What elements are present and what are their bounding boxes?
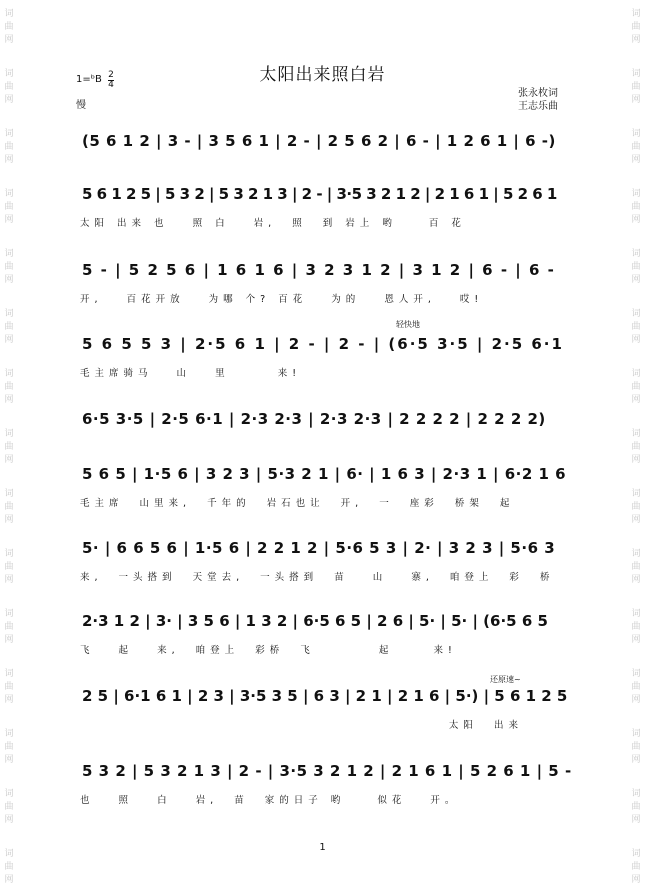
watermark-text: 词 曲 网 [4, 309, 14, 345]
notation-line: 5 3 2 | 5 3 2 1 3 | 2 - | 3·5 3 2 1 2 | 2 1 6 1 | 5 2 6 1 | 5 - [82, 762, 572, 780]
notation-line: 5· | 6 6 5 6 | 1·5 6 | 2 2 1 2 | 5·6 5 3 | 2· | 3 2 3 | 5·6 3 [82, 539, 556, 557]
music-system [76, 408, 576, 468]
key-signature: 1=ᵇB [76, 74, 102, 85]
watermark-text: 词 曲 网 [4, 609, 14, 645]
notation-line: 5 6 5 5 3 | 2·5 6 1 | 2 - | 2 - | (6·5 3·5 | 2·5 6·1 [82, 335, 564, 353]
lyrics-line: 飞 起 来, 咱登上 彩桥 飞 起 来! [80, 645, 457, 656]
music-system [76, 130, 576, 190]
watermark-text: 词 曲 网 [631, 9, 641, 45]
watermark-text: 词 曲 网 [4, 549, 14, 585]
lyrics-line: 开, 百花开放 为哪 个? 百花 为的 恩人开, 哎! [80, 294, 484, 305]
tempo-marking: 慢 [76, 100, 86, 111]
time-signature [108, 71, 114, 90]
watermark-text: 词 曲 网 [4, 9, 14, 45]
lyrics-line: 也 照 白 岩, 苗 家的日子 哟 似花 开。 [80, 795, 460, 806]
watermark-text: 词 曲 网 [4, 189, 14, 225]
watermark-text: 词 曲 网 [631, 429, 641, 465]
watermark-text: 词 曲 网 [631, 729, 641, 765]
watermark-text: 词 曲 网 [4, 849, 14, 885]
music-system [76, 463, 576, 523]
music-system [76, 333, 576, 393]
music-system [76, 259, 576, 319]
watermark-text: 词 曲 网 [631, 549, 641, 585]
watermark-text: 词 曲 网 [4, 369, 14, 405]
watermark-right [627, 0, 645, 891]
notation-line: 6·5 3·5 | 2·5 6·1 | 2·3 2·3 | 2·3 2·3 | 2 2 2 2 | 2 2 2 2) [82, 410, 546, 428]
music-system [76, 610, 576, 670]
watermark-text: 词 曲 网 [4, 729, 14, 765]
notation-line: 2 5 | 6·1 6 1 | 2 3 | 3·5 3 5 | 6 3 | 2 1 | 2 1 6 | 5·) | 5 6 1 2 5 [82, 687, 568, 705]
watermark-text: 词 曲 网 [631, 189, 641, 225]
watermark-text: 词 曲 网 [631, 309, 641, 345]
lyrics-line: 毛主席 山里来, 千年的 岩石也让 开, 一 座彩 桥架 起 [80, 498, 515, 509]
time-signature-top: 2 [108, 70, 114, 80]
notation-line: (5 6 1 2 | 3 - | 3 5 6 1 | 2 - | 2 5 6 2 | 6 - | 1 2 6 1 | 6 -) [82, 132, 556, 150]
watermark-text: 词 曲 网 [4, 69, 14, 105]
watermark-text: 词 曲 网 [631, 369, 641, 405]
expression-mark: 还原速~ [490, 675, 521, 684]
watermark-text: 词 曲 网 [4, 489, 14, 525]
watermark-text: 词 曲 网 [631, 249, 641, 285]
watermark-text: 词 曲 网 [631, 849, 641, 885]
page-number: 1 [319, 842, 326, 853]
watermark-text: 词 曲 网 [4, 789, 14, 825]
watermark-text: 词 曲 网 [4, 669, 14, 705]
watermark-left [0, 0, 18, 891]
lyrics-line: 太阳 出来 [80, 720, 523, 731]
notation-line: 5 - | 5 2 5 6 | 1 6 1 6 | 3 2 3 1 2 | 3 1 2 | 6 - | 6 - [82, 261, 556, 279]
notation-line: 5 6 5 | 1·5 6 | 3 2 3 | 5·3 2 1 | 6· | 1 6 3 | 2·3 1 | 6·2 1 6 [82, 465, 567, 483]
lyrics-line: 来, 一头搭到 天堂去, 一头搭到 苗 山 寨, 咱登上 彩 桥 [80, 572, 555, 583]
lyricist-credit: 张永枚词 [518, 88, 558, 99]
watermark-text: 词 曲 网 [631, 69, 641, 105]
lyrics-line: 毛主席骑马 山 里 来! [80, 368, 302, 379]
music-system [76, 685, 576, 745]
watermark-text: 词 曲 网 [631, 609, 641, 645]
music-system [76, 760, 576, 820]
music-system [76, 183, 576, 243]
lyrics-line: 太阳 出来 也 照 白 岩, 照 到 岩上 哟 百 花 [80, 218, 466, 229]
watermark-text: 词 曲 网 [631, 129, 641, 165]
music-system [76, 537, 576, 597]
expression-mark: 轻快地 [396, 320, 420, 329]
time-signature-bottom: 4 [108, 80, 114, 90]
watermark-text: 词 曲 网 [4, 249, 14, 285]
composer-credit: 王志乐曲 [518, 101, 558, 112]
notation-line: 2·3 1 2 | 3· | 3 5 6 | 1 3 2 | 6·5 6 5 | 2 6 | 5· | 5· | (6·5 6 5 [82, 612, 548, 630]
song-title: 太阳出来照白岩 [259, 65, 386, 85]
watermark-text: 词 曲 网 [631, 789, 641, 825]
watermark-text: 词 曲 网 [631, 669, 641, 705]
watermark-text: 词 曲 网 [4, 129, 14, 165]
watermark-text: 词 曲 网 [631, 489, 641, 525]
watermark-text: 词 曲 网 [4, 429, 14, 465]
notation-line: 5 6 1 2 5 | 5 3 2 | 5 3 2 1 3 | 2 - | 3·5 3 2 1 2 | 2 1 6 1 | 5 2 6 1 [82, 185, 557, 203]
